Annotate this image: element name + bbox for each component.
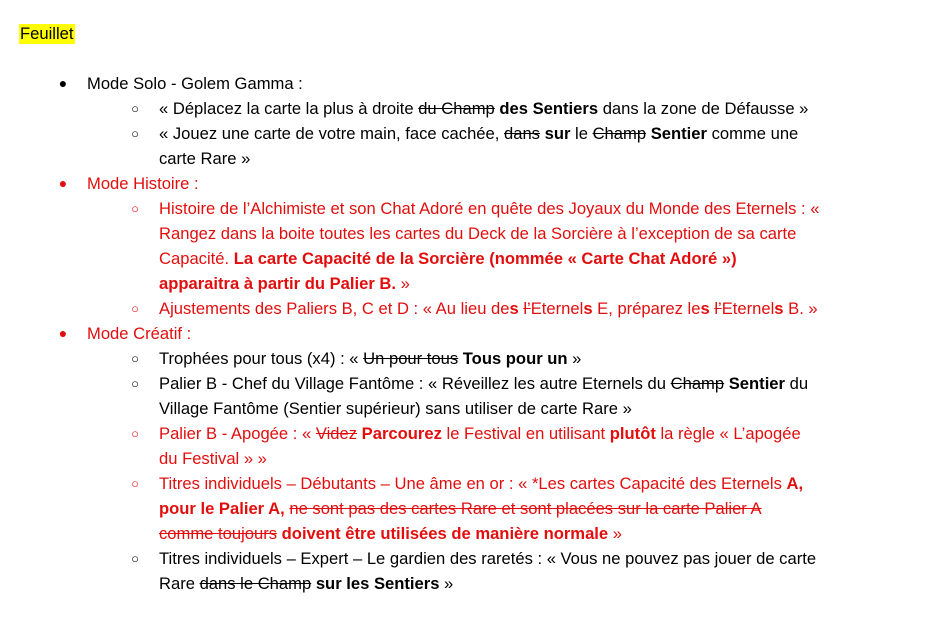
text: dans la zone de Défausse » <box>598 99 809 118</box>
text: le <box>570 124 593 143</box>
bold-text: s <box>583 299 593 318</box>
bullet-hollow: ○ <box>131 476 139 491</box>
bold-text: apparaitra à partir du Palier B. <box>159 274 397 293</box>
sub-item-creatif-5 <box>131 546 817 571</box>
sub-item-solo-2-cont <box>159 146 250 171</box>
bold-text: s <box>774 299 784 318</box>
text: Rangez dans la boite toutes les cartes du Deck de la Sorcière à l’exception de sa carte <box>159 224 797 243</box>
sub-item-creatif-5-cont <box>159 571 453 596</box>
sub-item-histoire-1-cont <box>159 246 737 271</box>
bullet-hollow: ○ <box>131 301 139 316</box>
sub-item-histoire-1-cont <box>159 271 410 296</box>
list-item-mode-creatif <box>58 321 192 346</box>
bullet-filled: ● <box>58 175 68 191</box>
text: Rare <box>159 574 200 593</box>
bold-text: La carte Capacité de la Sorcière (nommée « Carte Chat Adoré ») <box>233 249 737 268</box>
sub-item-solo-2 <box>131 121 799 146</box>
text: carte Rare » <box>159 149 251 168</box>
document-heading: Feuillet <box>20 24 74 43</box>
sub-item-histoire-1 <box>131 196 820 221</box>
sub-item-creatif-3-cont <box>159 446 267 471</box>
bold-text: A, <box>786 474 804 493</box>
item-label: Mode Histoire : <box>87 174 199 193</box>
text: » <box>608 524 622 543</box>
text: du <box>785 374 809 393</box>
text: « Déplacez la carte la plus à droite <box>159 99 419 118</box>
struck-text: dans <box>504 124 540 143</box>
text: Capacité. <box>159 249 234 268</box>
bold-text: sur <box>544 124 571 143</box>
bold-text: doivent être utilisées de manière normale <box>281 524 609 543</box>
text: » <box>567 349 582 368</box>
text: Palier B - Chef du Village Fantôme : « Réveillez les autre Eternels du <box>159 374 671 393</box>
struck-text: l’ <box>523 299 531 318</box>
text: E, préparez le <box>592 299 701 318</box>
sub-item-creatif-2 <box>131 371 809 396</box>
text: Eternel <box>530 299 584 318</box>
sub-item-creatif-3 <box>131 421 801 446</box>
text: le Festival en utilisant <box>441 424 610 443</box>
sub-item-creatif-1 <box>131 346 582 371</box>
struck-text: Champ <box>670 374 725 393</box>
text: Titres individuels – Expert – Le gardien des raretés : « Vous ne pouvez pas jouer de carte <box>159 549 817 568</box>
text: Trophées pour tous (x4) : « <box>159 349 364 368</box>
struck-text: comme toujours <box>159 524 278 543</box>
bullet-hollow: ○ <box>131 351 139 366</box>
bold-text: pour le Palier A, <box>159 499 285 518</box>
text: « Jouez une carte de votre main, face cachée, <box>159 124 504 143</box>
bullet-filled: ● <box>58 325 68 341</box>
text: Histoire de l’Alchimiste et son Chat Adoré en quête des Joyaux du Monde des Eternels : « <box>159 199 820 218</box>
bullet-hollow: ○ <box>131 376 139 391</box>
sub-item-solo-1 <box>131 96 809 121</box>
text: » <box>439 574 454 593</box>
bullet-hollow: ○ <box>131 551 139 566</box>
bold-text: sur les Sentiers <box>315 574 440 593</box>
item-label: Mode Solo - Golem Gamma : <box>87 74 303 93</box>
bold-text: Parcourez <box>361 424 442 443</box>
list-item-mode-solo <box>58 71 303 96</box>
text: Titres individuels – Débutants – Une âme en or : « *Les cartes Capacité des Eternels <box>159 474 787 493</box>
text: Village Fantôme (Sentier supérieur) sans utiliser de carte Rare » <box>159 399 632 418</box>
text: comme une <box>706 124 799 143</box>
struck-text: dans le Champ <box>199 574 312 593</box>
bullet-hollow: ○ <box>131 101 139 116</box>
text: la règle « L’apogée <box>655 424 801 443</box>
bold-text: s <box>509 299 519 318</box>
sub-item-creatif-4-cont <box>159 521 622 546</box>
bullet-hollow: ○ <box>131 426 139 441</box>
struck-text: Champ <box>592 124 647 143</box>
sub-item-creatif-2-cont <box>159 396 632 421</box>
text: du Festival » » <box>159 449 267 468</box>
struck-text: Un pour tous <box>363 349 459 368</box>
text: Palier B - Apogée : « <box>159 424 316 443</box>
item-label: Mode Créatif : <box>87 324 192 343</box>
sub-item-creatif-4 <box>131 471 804 496</box>
list-item-mode-histoire <box>58 171 199 196</box>
text: Eternel <box>721 299 775 318</box>
bold-text: des Sentiers <box>499 99 599 118</box>
struck-text: Videz <box>315 424 358 443</box>
bullet-hollow: ○ <box>131 201 139 216</box>
bold-text: s <box>700 299 710 318</box>
text: B. » <box>783 299 818 318</box>
bold-text: Sentier <box>650 124 707 143</box>
sub-item-histoire-1-cont <box>159 221 796 246</box>
bullet-filled: ● <box>58 75 68 91</box>
bold-text: plutôt <box>609 424 656 443</box>
struck-text: ne sont pas des cartes Rare et sont placées sur la carte Palier A <box>289 499 762 518</box>
bold-text: Sentier <box>728 374 785 393</box>
struck-text: du Champ <box>418 99 495 118</box>
text: » <box>396 274 410 293</box>
sub-item-creatif-4-cont <box>159 496 762 521</box>
struck-text: l’ <box>714 299 722 318</box>
text: Ajustements des Paliers B, C et D : « Au lieu de <box>159 299 510 318</box>
bold-text: Tous pour un <box>462 349 568 368</box>
bullet-hollow: ○ <box>131 126 139 141</box>
sub-item-histoire-2 <box>131 296 818 321</box>
